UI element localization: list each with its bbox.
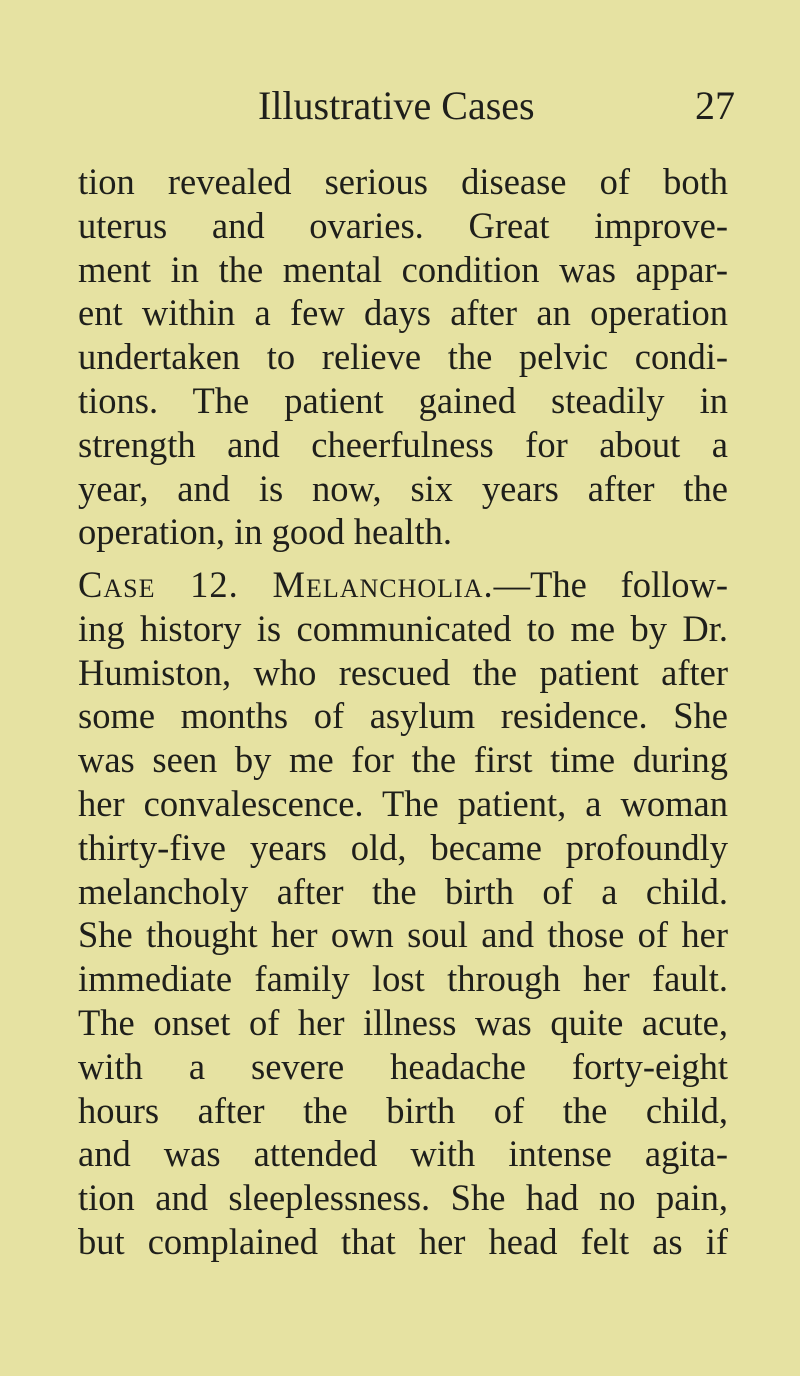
text-line: operation, in good health.	[78, 511, 453, 553]
text-line: strength and cheerfulness for about a	[78, 423, 728, 465]
text-line: melancholy after the birth of a child.	[78, 870, 728, 912]
text-line: ment in the mental condition was appar-	[78, 248, 728, 290]
case-label: Case 12.	[78, 564, 239, 605]
text-line: undertaken to relieve the pelvic condi-	[78, 336, 728, 378]
text-line: with a severe headache forty-eight	[78, 1045, 728, 1087]
text-line: tions. The patient gained steadily in	[78, 379, 728, 421]
case-first-line-rest: —The follow-	[493, 564, 729, 605]
text-line: hours after the birth of the child,	[78, 1089, 728, 1131]
text-line: and was attended with intense agita-	[78, 1133, 728, 1175]
text-line: tion revealed serious disease of both	[78, 161, 728, 202]
text-line: thirty-five years old, became profoundly	[78, 826, 728, 868]
text-line: uterus and ovaries. Great improve-	[78, 204, 728, 246]
text-line: her convalescence. The patient, a woman	[78, 782, 728, 824]
running-title: Illustrative Cases	[258, 83, 535, 128]
text-line: tion and sleeplessness. She had no pain,	[78, 1177, 728, 1219]
text-line: some months of asylum residence. She	[78, 695, 728, 737]
paragraph-2	[78, 563, 728, 1264]
case-title: Melancholia.	[272, 564, 494, 605]
text-line: immediate family lost through her fault.	[78, 958, 728, 1000]
text-line: ing history is communicated to me by Dr.	[78, 607, 728, 649]
text-line: was seen by me for the first time during	[78, 739, 728, 781]
text-line: ent within a few days after an operation	[78, 292, 728, 334]
case-heading-line	[78, 563, 728, 607]
text-line: but complained that her head felt as if	[78, 1220, 728, 1262]
text-line: The onset of her illness was quite acute,	[78, 1001, 728, 1043]
text-line: Humiston, who rescued the patient after	[78, 651, 728, 693]
text-line: She thought her own soul and those of her	[78, 914, 728, 956]
page-number: 27	[695, 83, 735, 128]
paragraph-1	[78, 160, 728, 554]
text-line: year, and is now, six years after the	[78, 467, 728, 509]
